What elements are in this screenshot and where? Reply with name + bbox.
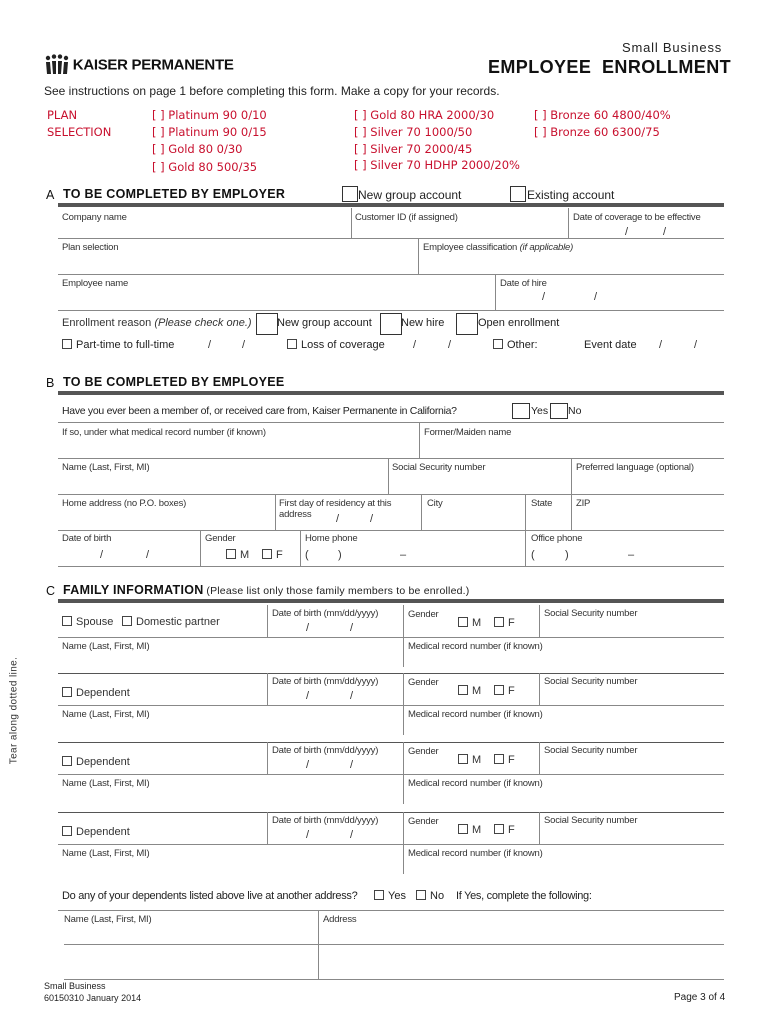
brand-name: KAISER PERMANENTE	[72, 56, 234, 74]
dependents-address-col: Address	[323, 914, 357, 925]
family-gender-label: Gender	[408, 677, 439, 688]
loss-slash-1: /	[413, 339, 417, 351]
section-c-letter: C	[46, 584, 56, 598]
gender-f-label: F	[508, 754, 515, 766]
family-mrn-label: Medical record number (if known)	[408, 641, 543, 652]
section-c-heading	[63, 583, 469, 597]
section-b-rule	[58, 391, 724, 395]
divider	[267, 605, 268, 637]
plan-option[interactable]: [ ] Gold 80 500/35	[152, 160, 258, 174]
family-ssn-label: Social Security number	[544, 676, 638, 687]
plan-option[interactable]: [ ] Gold 80 0/30	[152, 142, 243, 156]
event-date-label: Event date	[584, 339, 637, 351]
member-no-checkbox[interactable]	[550, 403, 568, 419]
divider	[58, 530, 724, 531]
divider	[403, 742, 404, 774]
new-hire-checkbox[interactable]	[380, 313, 402, 335]
checkbox-icon[interactable]	[287, 339, 297, 349]
employee-class-text: Employee classification	[423, 242, 518, 253]
plan-option[interactable]: [ ] Bronze 60 4800/40%	[534, 108, 671, 122]
divider	[58, 238, 724, 239]
please-check-text: (Please check one.)	[154, 317, 252, 329]
part-time-slash-2: /	[242, 339, 246, 351]
other-address-yes-label: Yes	[388, 890, 406, 902]
open-enrollment-checkbox[interactable]	[456, 313, 478, 335]
small-business-label: Small Business	[622, 40, 723, 55]
event-slash-1: /	[659, 339, 663, 351]
checkbox-icon[interactable]	[458, 824, 468, 834]
family-dob-slash: /	[306, 759, 310, 771]
new-hire-label: New hire	[401, 317, 445, 329]
divider	[388, 458, 389, 494]
divider	[525, 494, 526, 530]
family-name-label: Name (Last, First, MI)	[62, 778, 150, 789]
residency-slash-2: /	[370, 513, 374, 525]
footer-line2: 60150310 January 2014	[44, 993, 142, 1003]
family-dob-slash: /	[306, 829, 310, 841]
family-gender-m[interactable]	[458, 617, 481, 629]
checkbox-icon[interactable]	[458, 685, 468, 695]
plan-label-line2: SELECTION	[47, 125, 112, 139]
footer-line1: Small Business	[44, 981, 106, 991]
hire-slash-2: /	[594, 291, 598, 303]
divider	[318, 910, 319, 980]
divider	[58, 310, 724, 311]
divider	[267, 742, 268, 774]
family-gender-label: Gender	[408, 816, 439, 827]
divider	[58, 458, 724, 459]
dependent-option[interactable]	[62, 756, 130, 768]
checkbox-icon[interactable]	[62, 756, 72, 766]
existing-label: Existing account	[527, 188, 615, 202]
checkbox-icon[interactable]	[458, 754, 468, 764]
section-a-letter: A	[46, 188, 55, 202]
form-title: EMPLOYEE ENROLLMENT	[488, 57, 732, 77]
gender-m-label: M	[472, 824, 482, 836]
divider	[403, 774, 404, 804]
open-enrollment-label: Open enrollment	[478, 317, 560, 329]
divider	[58, 494, 724, 495]
family-dob-slash: /	[350, 690, 354, 702]
member-yes-checkbox[interactable]	[512, 403, 530, 419]
coverage-slash-1: /	[625, 226, 629, 238]
section-c-rule	[58, 599, 724, 603]
family-mrn-label: Medical record number (if known)	[408, 709, 543, 720]
family-dob-label: Date of birth (mm/dd/yyyy)	[272, 815, 379, 826]
checkbox-icon[interactable]	[374, 890, 384, 900]
dependent-label: Dependent	[76, 687, 130, 699]
divider	[403, 705, 404, 735]
part-time-label: Part-time to full-time	[76, 339, 175, 351]
home-phone-label: Home phone	[305, 533, 358, 544]
divider	[419, 422, 420, 458]
section-b-title: TO BE COMPLETED BY EMPLOYEE	[63, 375, 285, 389]
first-day-residency-label: First day of residency at this	[279, 498, 392, 509]
divider	[58, 812, 724, 813]
divider	[539, 673, 540, 705]
page-number: Page 3 of 4	[674, 992, 726, 1003]
divider	[568, 208, 569, 238]
other-address-yes[interactable]	[374, 890, 406, 902]
divider	[58, 910, 724, 911]
enrollment-reason-label	[62, 317, 252, 329]
divider	[403, 605, 404, 637]
section-a-title: TO BE COMPLETED BY EMPLOYER	[63, 187, 286, 201]
member-yes-label: Yes	[531, 405, 549, 417]
dob-label: Date of birth	[62, 533, 112, 544]
divider	[403, 812, 404, 844]
existing-checkbox[interactable]	[510, 186, 526, 202]
divider	[421, 494, 422, 530]
loss-slash-2: /	[448, 339, 452, 351]
checkbox-icon[interactable]	[62, 687, 72, 697]
gender-m-label: M	[472, 617, 482, 629]
gender-f-option[interactable]	[262, 549, 283, 561]
family-gender-f[interactable]	[494, 685, 515, 697]
zip-label: ZIP	[576, 498, 591, 509]
new-group-account-checkbox[interactable]	[256, 313, 278, 335]
kp-logo	[44, 54, 234, 76]
customer-id-label: Customer ID (if assigned)	[355, 212, 458, 223]
if-yes-text: If Yes, complete the following:	[456, 890, 592, 902]
family-dob-label: Date of birth (mm/dd/yyyy)	[272, 676, 379, 687]
new-group-label: New group account	[358, 188, 462, 202]
other-address-no[interactable]	[416, 890, 444, 902]
gender-f-label: F	[276, 549, 283, 561]
part-time-slash-1: /	[208, 339, 212, 351]
gender-m-label: M	[472, 685, 482, 697]
section-b-letter: B	[46, 376, 55, 390]
divider	[64, 979, 724, 980]
family-name-label: Name (Last, First, MI)	[62, 641, 150, 652]
plan-option[interactable]: [ ] Bronze 60 6300/75	[534, 125, 660, 139]
divider	[267, 812, 268, 844]
checkbox-icon[interactable]	[226, 549, 236, 559]
family-gender-m[interactable]	[458, 824, 481, 836]
domestic-partner-option[interactable]	[122, 616, 220, 628]
employee-name-label: Employee name	[62, 278, 129, 289]
plan-option[interactable]: [ ] Silver 70 2000/45	[354, 142, 473, 156]
coverage-date-label: Date of coverage to be effective	[573, 212, 701, 223]
plan-selection-label: Plan selection	[62, 242, 119, 253]
divider	[58, 844, 724, 845]
kp-member-question: Have you ever been a member of, or received care from, Kaiser Permanente in California?	[62, 405, 457, 417]
checkbox-icon[interactable]	[494, 824, 504, 834]
family-ssn-label: Social Security number	[544, 608, 638, 619]
family-mrn-label: Medical record number (if known)	[408, 778, 543, 789]
checkbox-icon[interactable]	[458, 617, 468, 627]
employee-class-label	[423, 242, 573, 253]
family-dob-slash: /	[350, 829, 354, 841]
divider	[571, 458, 572, 494]
plan-option[interactable]: [ ] Platinum 90 0/15	[152, 125, 267, 139]
family-dob-slash: /	[306, 622, 310, 634]
dependent-label: Dependent	[76, 826, 130, 838]
office-phone-label: Office phone	[531, 533, 583, 544]
family-ssn-label: Social Security number	[544, 745, 638, 756]
other-address-no-label: No	[430, 890, 445, 902]
divider	[403, 844, 404, 874]
name-label: Name (Last, First, MI)	[62, 462, 150, 473]
divider	[403, 637, 404, 667]
home-phone-dash: –	[400, 549, 407, 561]
if-applicable-text: (if applicable)	[519, 242, 574, 253]
loss-coverage-label: Loss of coverage	[301, 339, 385, 351]
residency-slash-1: /	[336, 513, 340, 525]
plan-label-line1: PLAN	[47, 108, 78, 122]
other-label: Other:	[507, 339, 538, 351]
checkbox-icon[interactable]	[494, 754, 504, 764]
home-phone-paren-close: )	[338, 549, 342, 561]
office-phone-dash: –	[628, 549, 635, 561]
divider	[58, 274, 724, 275]
new-group-checkbox[interactable]	[342, 186, 358, 202]
kp-logo-icon	[44, 54, 70, 76]
dependent-option[interactable]	[62, 687, 130, 699]
checkbox-icon[interactable]	[62, 616, 72, 626]
checkbox-icon[interactable]	[262, 549, 272, 559]
family-gender-m[interactable]	[458, 685, 481, 697]
home-address-label: Home address (no P.O. boxes)	[62, 498, 187, 509]
plan-option[interactable]: [ ] Silver 70 1000/50	[354, 125, 473, 139]
preferred-language-label: Preferred language (optional)	[576, 462, 694, 473]
divider	[351, 208, 352, 238]
gender-m-label: M	[472, 754, 482, 766]
dependents-name-col: Name (Last, First, MI)	[64, 914, 152, 925]
member-no-label: No	[568, 405, 582, 417]
family-gender-m[interactable]	[458, 754, 481, 766]
family-dob-label: Date of birth (mm/dd/yyyy)	[272, 608, 379, 619]
family-dob-slash: /	[350, 759, 354, 771]
divider	[58, 673, 724, 674]
new-group-account-label: New group account	[277, 317, 372, 329]
divider	[58, 774, 724, 775]
plan-option[interactable]: [ ] Platinum 90 0/10	[152, 108, 267, 122]
divider	[200, 530, 201, 566]
divider	[275, 494, 276, 530]
divider	[403, 673, 404, 705]
mrn-question-label: If so, under what medical record number (if known)	[62, 427, 266, 438]
section-c-subtitle: (Please list only those family members to be enrolled.)	[206, 585, 470, 597]
section-c-title: FAMILY INFORMATION	[63, 583, 204, 597]
checkbox-icon[interactable]	[122, 616, 132, 626]
divider	[58, 422, 724, 423]
ssn-label: Social Security number	[392, 462, 486, 473]
checkbox-icon[interactable]	[494, 617, 504, 627]
plan-option[interactable]: [ ] Silver 70 HDHP 2000/20%	[354, 158, 520, 172]
state-label: State	[531, 498, 553, 509]
dependent-option[interactable]	[62, 826, 130, 838]
family-name-label: Name (Last, First, MI)	[62, 848, 150, 859]
divider	[539, 812, 540, 844]
divider	[539, 605, 540, 637]
loss-coverage-option[interactable]	[287, 339, 385, 351]
spouse-option[interactable]	[62, 616, 113, 628]
family-name-label: Name (Last, First, MI)	[62, 709, 150, 720]
divider	[58, 637, 724, 638]
gender-f-label: F	[508, 824, 515, 836]
divider	[300, 530, 301, 566]
family-ssn-label: Social Security number	[544, 815, 638, 826]
address-word-label: address	[279, 509, 312, 520]
date-of-hire-label: Date of hire	[500, 278, 547, 289]
spouse-label: Spouse	[76, 616, 114, 628]
maiden-name-label: Former/Maiden name	[424, 427, 512, 438]
family-dob-slash: /	[350, 622, 354, 634]
dependent-label: Dependent	[76, 756, 130, 768]
family-dob-label: Date of birth (mm/dd/yyyy)	[272, 745, 379, 756]
divider	[58, 742, 724, 743]
divider	[495, 274, 496, 310]
gender-f-label: F	[508, 617, 515, 629]
office-phone-paren-open: (	[531, 549, 535, 561]
divider	[58, 566, 724, 567]
family-gender-f[interactable]	[494, 754, 515, 766]
family-gender-label: Gender	[408, 746, 439, 757]
section-a-rule	[58, 203, 724, 207]
divider	[571, 494, 572, 530]
hire-slash-1: /	[542, 291, 546, 303]
dob-slash-2: /	[146, 549, 150, 561]
divider	[58, 705, 724, 706]
family-dob-slash: /	[306, 690, 310, 702]
gender-m-label: M	[240, 549, 250, 561]
checkbox-icon[interactable]	[62, 339, 72, 349]
checkbox-icon[interactable]	[62, 826, 72, 836]
plan-option[interactable]: [ ] Gold 80 HRA 2000/30	[354, 108, 495, 122]
divider	[525, 530, 526, 566]
divider	[418, 238, 419, 274]
family-gender-f[interactable]	[494, 824, 515, 836]
home-phone-paren-open: (	[305, 549, 309, 561]
other-option[interactable]	[493, 339, 538, 351]
coverage-slash-2: /	[663, 226, 667, 238]
other-address-question: Do any of your dependents listed above live at another address?	[62, 890, 358, 902]
gender-label: Gender	[205, 533, 236, 544]
checkbox-icon[interactable]	[493, 339, 503, 349]
city-label: City	[427, 498, 443, 509]
gender-f-label: F	[508, 685, 515, 697]
part-time-option[interactable]	[62, 339, 174, 351]
family-mrn-label: Medical record number (if known)	[408, 848, 543, 859]
divider	[539, 742, 540, 774]
enrollment-reason-text: Enrollment reason	[62, 317, 152, 329]
tear-line-text: Tear along dotted line.	[8, 656, 20, 765]
instructions-text: See instructions on page 1 before completing this form. Make a copy for your records.	[44, 84, 500, 98]
family-gender-f[interactable]	[494, 617, 515, 629]
office-phone-paren-close: )	[565, 549, 569, 561]
domestic-partner-label: Domestic partner	[136, 616, 220, 628]
gender-m-option[interactable]	[226, 549, 249, 561]
dob-slash-1: /	[100, 549, 104, 561]
divider	[64, 944, 724, 945]
divider	[267, 673, 268, 705]
checkbox-icon[interactable]	[416, 890, 426, 900]
event-slash-2: /	[694, 339, 698, 351]
family-gender-label: Gender	[408, 609, 439, 620]
company-name-label: Company name	[62, 212, 127, 223]
checkbox-icon[interactable]	[494, 685, 504, 695]
